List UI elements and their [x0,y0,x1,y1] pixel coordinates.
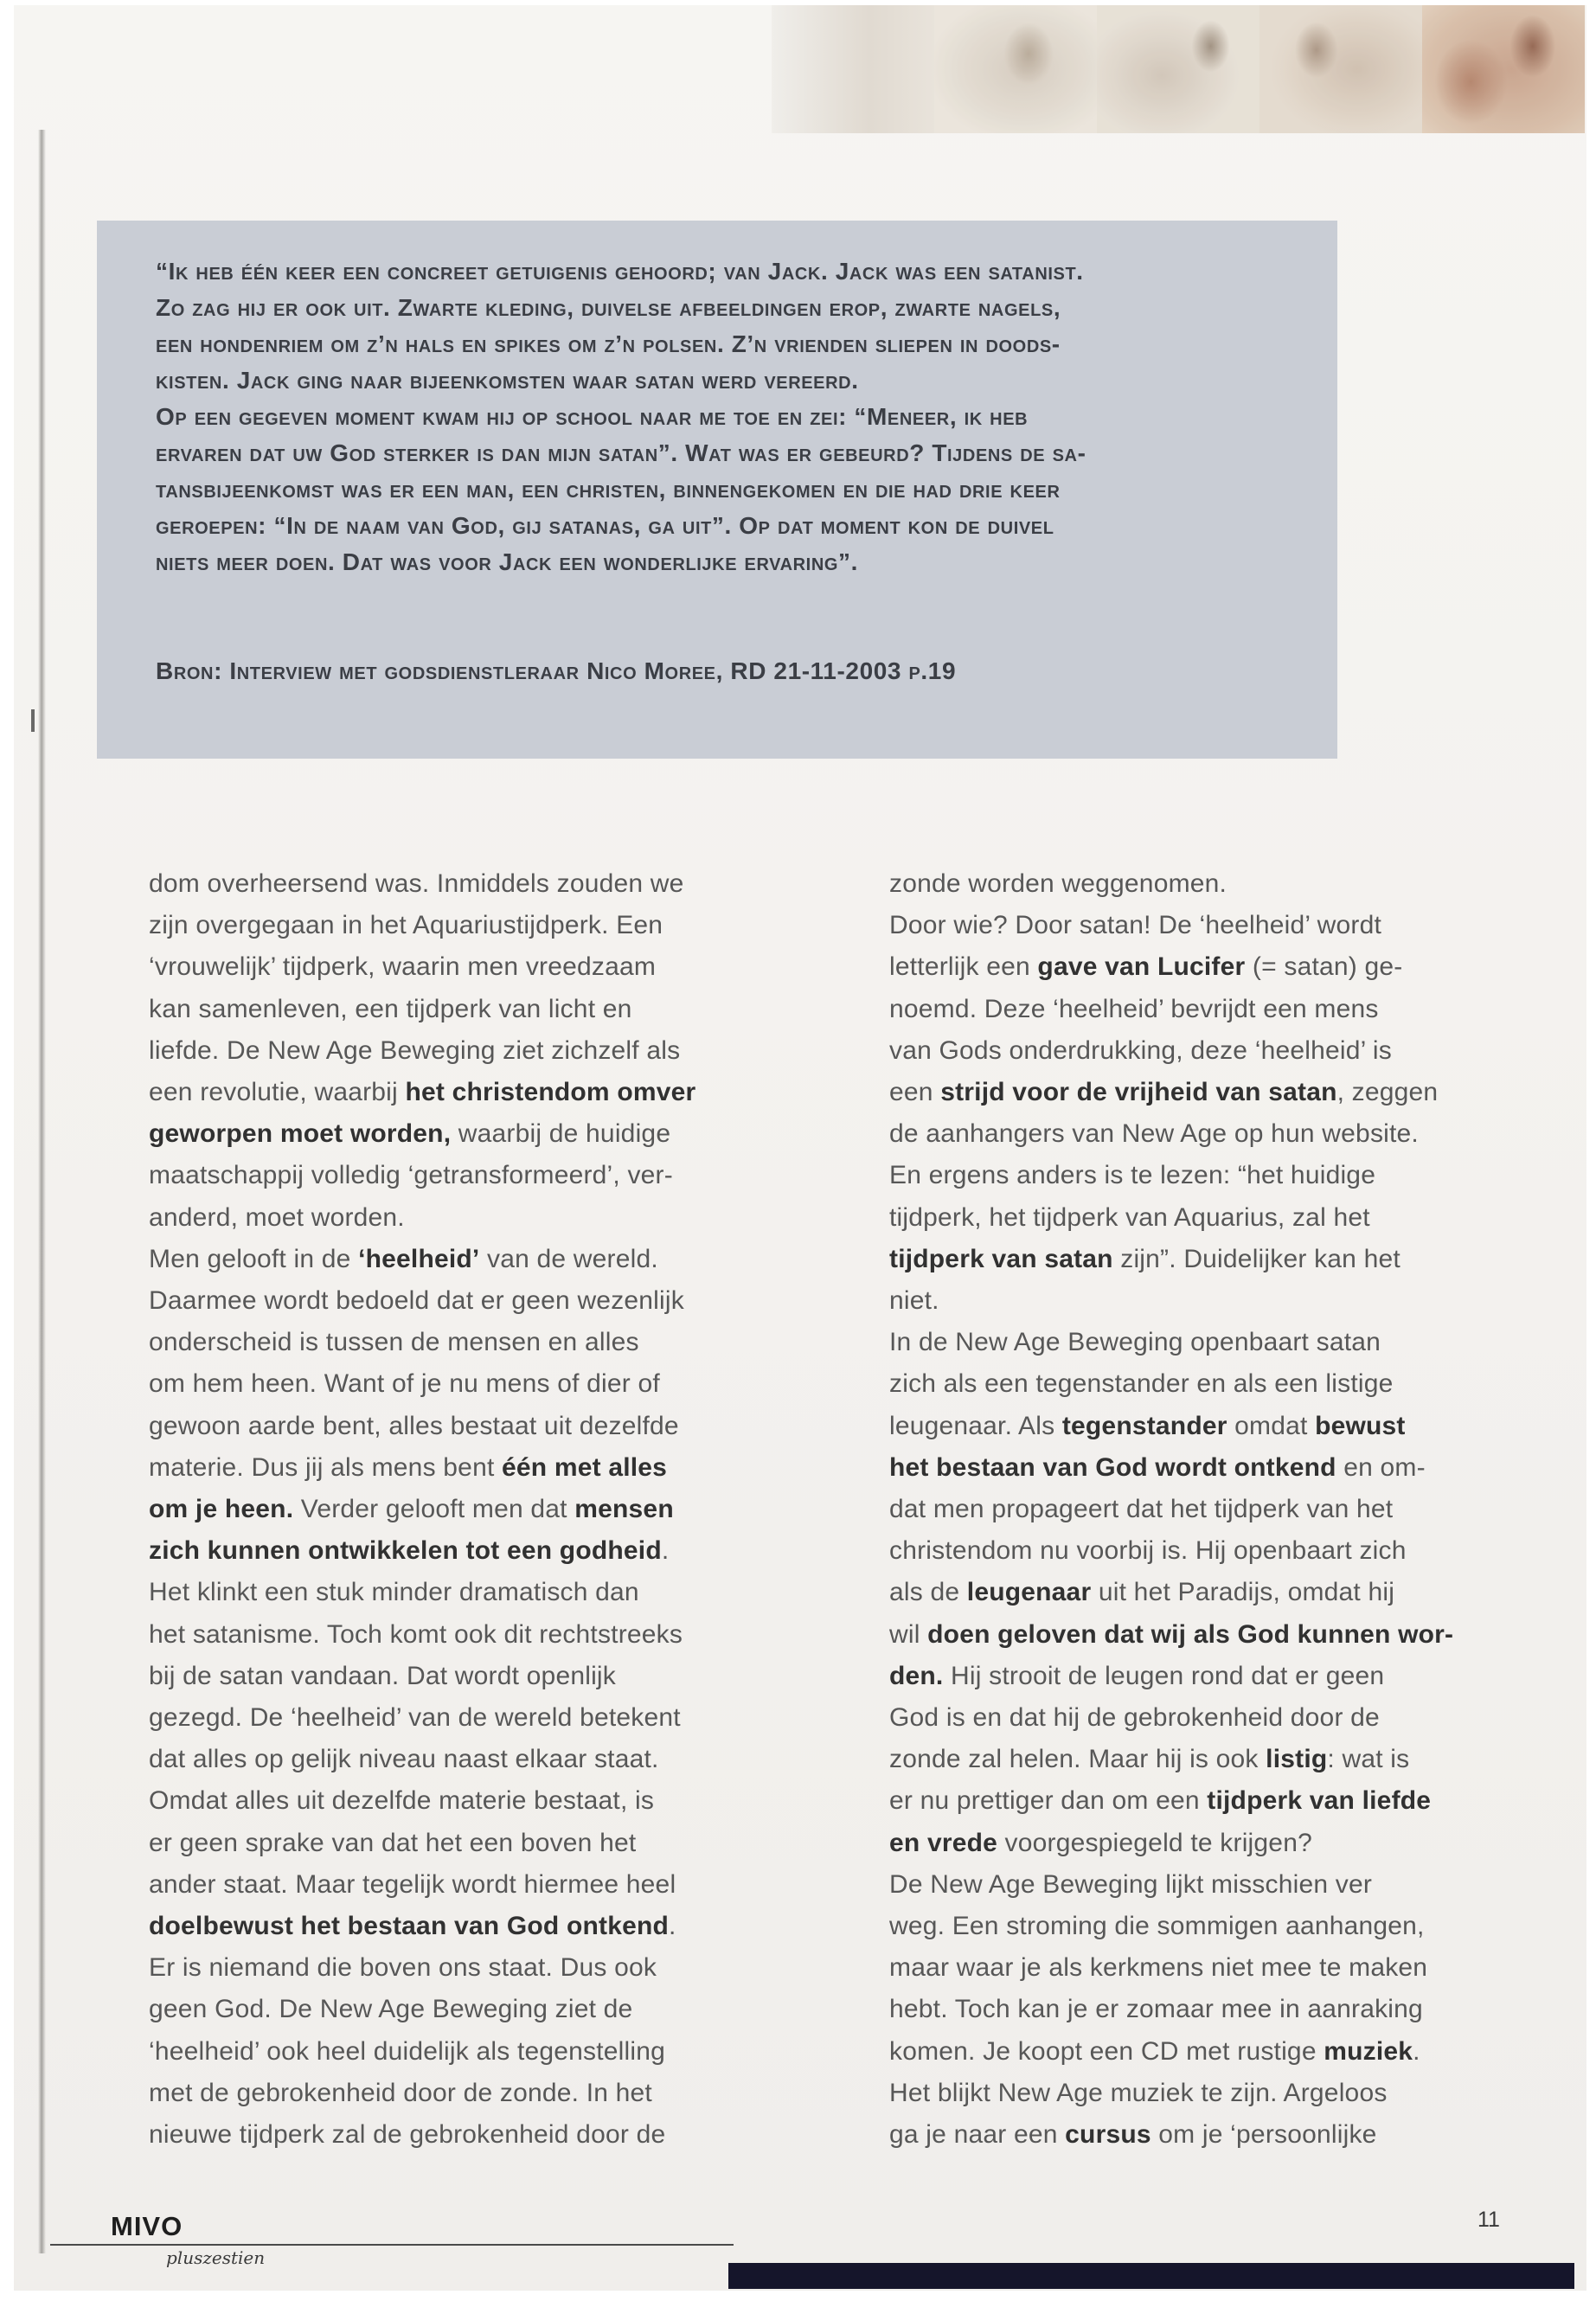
magazine-logo [111,2211,266,2268]
brand-name: MIVO [111,2211,183,2241]
brand-tagline: pluszestien [166,2247,266,2268]
footer-rule [50,2244,734,2246]
page-edge-shadow [38,130,46,2253]
quote-text: “Ik heb één keer een concreet getuigenis gehoord; van Jack. Jack was een satanist. Zo zag hij er ook uit. Zwarte kleding, duivelse afbeeldingen erop, zwarte nagels, een hondenriem om z’n hals en spikes om z’n polsen. Z’n vrienden sliepen in doods- kisten. Jack ging naar bijeenkomsten waar satan werd vereerd. Op een gegeven moment kwam hij op school naar me toe en zei: “Meneer, ik heb ervaren dat uw God sterker is dan mijn satan”. Wat was er gebeurd? Tijdens de sa- tansbijeenkomst was er een man, een christen, binnengekomen en die had drie keer geroepen: “In de naam van God, gij satanas, ga uit”. Op dat moment kon de duivel niets meer doen. Dat was voor Jack een wonderlijke ervaring”. [156,258,1086,575]
warm-portrait-photo-5 [1422,5,1585,133]
photo-strip [772,5,1585,133]
testimony-quote-box [97,221,1337,759]
article-left-column: dom overheersend was. Inmiddels zouden we zijn overgegaan in het Aquariustijdperk. Een ‘vrouwelijk’ tijdperk, waarin men vreedzaam kan samenleven, een tijdperk van licht en liefde. De New Age Beweging ziet zichzelf als een revolutie, waarbij het christendom omver geworpen moet worden, waarbij de huidige maatschappij volledig ‘getransformeerd’, ver- anderd, moet worden. Men gelooft in de ‘heelheid’ van de wereld. Daarmee wordt bedoeld dat er geen wezenlijk onderscheid is tussen de mensen en alles om hem heen. Want of je nu mens of dier of gewoon aarde bent, alles bestaat uit dezelfde materie. Dus jij als mens bent één met alles om je heen. Verder gelooft men dat mensen zich kunnen ontwikkelen tot een godheid. Het klinkt een stuk minder dramatisch dan het satanisme. Toch komt ook dit rechtstreeks bij de satan vandaan. Dat wordt openlijk gezegd. De ‘heelheid’ van de wereld betekent dat alles op gelijk niveau naast elkaar staat. Omdat alles uit dezelfde materie bestaat, is er geen sprake van dat het een boven het ander staat. Maar tegelijk wordt hiermee heel doelbewust het bestaan van God ontkend. Er is niemand die boven ons staat. Dus ook geen God. De New Age Beweging ziet de ‘heelheid’ ook heel duidelijk als tegenstelling met de gebrokenheid door de zonde. In het nieuwe tijdperk zal de gebrokenheid door de [149,869,696,2150]
faded-portrait-photo-3 [1097,5,1259,133]
bottom-bar [728,2263,1574,2289]
faded-portrait-photo-1 [772,5,934,133]
faded-portrait-photo-2 [934,5,1097,133]
article-right-column: zonde worden weggenomen. Door wie? Door satan! De ‘heelheid’ wordt letterlijk een gave van Lucifer (= satan) ge- noemd. Deze ‘heelheid’ bevrijdt een mens van Gods onderdrukking, deze ‘heelheid’ is een strijd voor de vrijheid van satan, zeggen de aanhangers van New Age op hun website. En ergens anders is te lezen: “het huidige tijdperk, het tijdperk van Aquarius, zal het tijdperk van satan zijn”. Duidelijker kan het niet. In de New Age Beweging openbaart satan zich als een tegenstander en als een listige leugenaar. Als tegenstander omdat bewust het bestaan van God wordt ontkend en om- dat men propageert dat het tijdperk van het christendom nu voorbij is. Hij openbaart zich als de leugenaar uit het Paradijs, omdat hij wil doen geloven dat wij als God kunnen wor- den. Hij strooit de leugen rond dat er geen God is en dat hij de gebrokenheid door de zonde zal helen. Maar hij is ook listig: wat is er nu prettiger dan om een tijdperk van liefde en vrede voorgespiegeld te krijgen? De New Age Beweging lijkt misschien ver weg. Een stroming die sommigen aanhangen, maar waar je als kerkmens niet mee te maken hebt. Toch kan je er zomaar mee in aanraking komen. Je koopt een CD met rustige muziek. Het blijkt New Age muziek te zijn. Argeloos ga je naar een cursus om je ‘persoonlijke [889,869,1454,2150]
faded-portrait-photo-4 [1259,5,1422,133]
page-number: 11 [1477,2208,1500,2232]
quote-source: Bron: Interview met godsdienstleraar Nico Moree, RD 21-11-2003 p.19 [156,657,957,684]
scan-artifact-mark [31,709,35,732]
